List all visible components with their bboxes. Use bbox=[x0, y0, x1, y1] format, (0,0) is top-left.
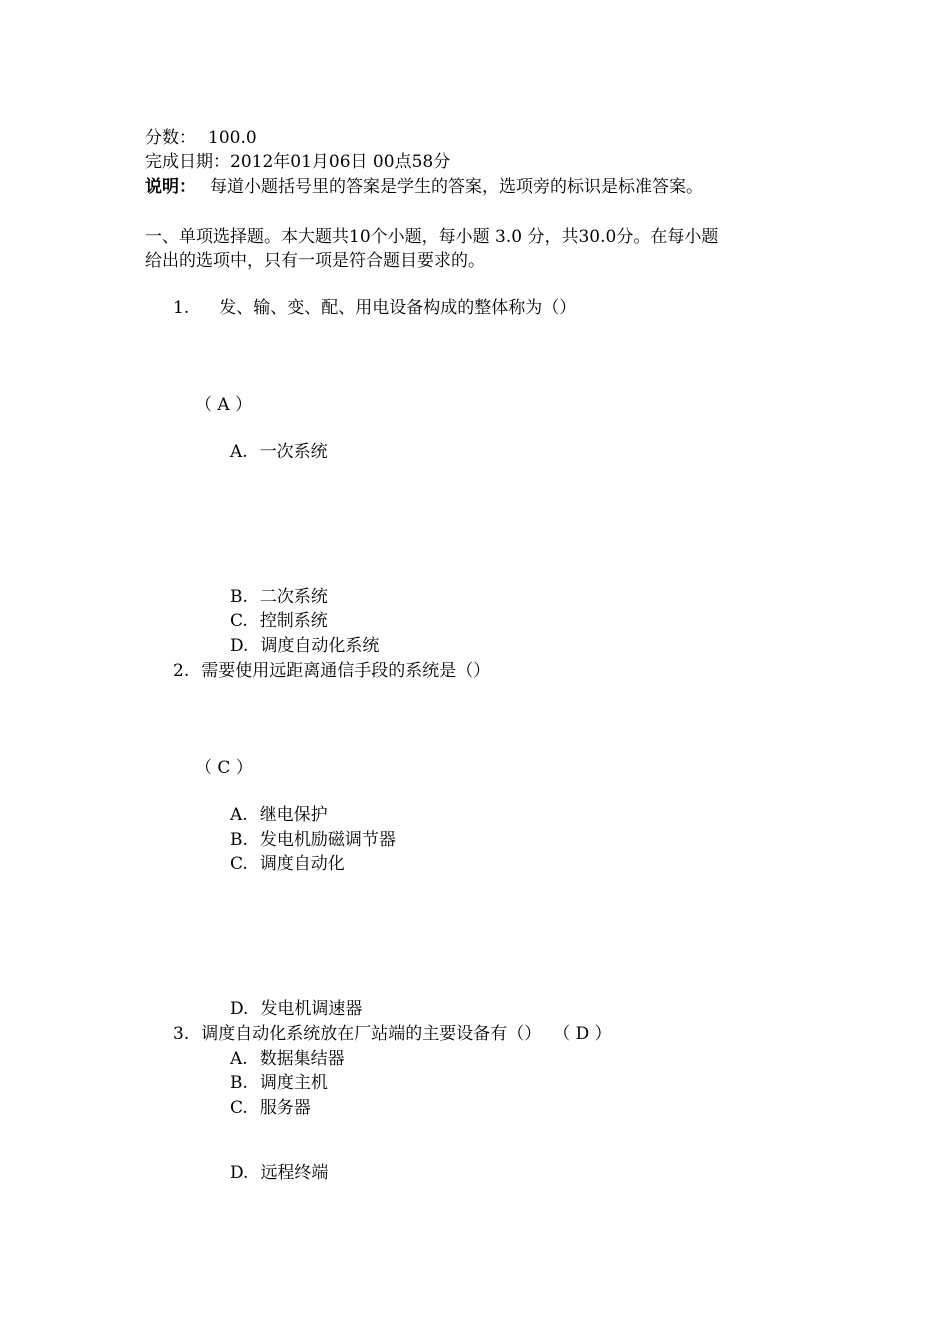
note-label: 说明： bbox=[145, 177, 196, 197]
question-number: 2. bbox=[173, 661, 190, 681]
option-text: 发电机励磁调节器 bbox=[259, 830, 396, 850]
option-text: 调度自动化 bbox=[259, 854, 345, 874]
question-3-option-c bbox=[230, 1096, 311, 1120]
question-1-option-c bbox=[230, 609, 328, 633]
option-text: 二次系统 bbox=[259, 587, 328, 607]
question-3-option-a bbox=[230, 1047, 345, 1071]
option-letter: D. bbox=[230, 999, 249, 1019]
option-text: 控制系统 bbox=[259, 611, 328, 631]
question-2-option-d bbox=[230, 997, 362, 1021]
question-text: 需要使用远距离通信手段的系统是（） bbox=[201, 661, 491, 681]
question-text: 发、输、变、配、用电设备构成的整体称为（） bbox=[219, 298, 577, 318]
question-1-option-b bbox=[230, 585, 328, 609]
option-text: 继电保护 bbox=[259, 805, 328, 825]
section-intro-line-1: 一、单项选择题。本大题共10个小题，每小题 3.0 分，共30.0分。在每小题 bbox=[145, 227, 719, 247]
date-value: 2012年01月06日 00点58分 bbox=[230, 152, 451, 172]
option-letter: B. bbox=[230, 587, 248, 607]
option-letter: B. bbox=[230, 830, 248, 850]
score-label: 分数： bbox=[145, 128, 196, 148]
question-1-option-a bbox=[230, 440, 328, 464]
option-letter: A. bbox=[230, 442, 248, 462]
question-3-option-b bbox=[230, 1071, 328, 1095]
question-1-option-d bbox=[230, 634, 379, 658]
option-text: 服务器 bbox=[259, 1098, 311, 1118]
question-number: 1. bbox=[173, 298, 190, 318]
question-3-student-answer: （ D ） bbox=[553, 1024, 612, 1044]
option-text: 调度主机 bbox=[259, 1073, 328, 1093]
note-text: 每道小题括号里的答案是学生的答案，选项旁的标识是标准答案。 bbox=[210, 177, 703, 197]
option-text: 远程终端 bbox=[260, 1163, 329, 1183]
question-text: 调度自动化系统放在厂站端的主要设备有（） bbox=[201, 1024, 542, 1044]
note-row bbox=[145, 175, 703, 199]
question-3-option-d bbox=[230, 1161, 328, 1185]
question-2 bbox=[173, 659, 490, 683]
option-letter: A. bbox=[230, 805, 248, 825]
score-value: 100.0 bbox=[208, 128, 257, 148]
section-intro-line-2: 给出的选项中，只有一项是符合题目要求的。 bbox=[145, 251, 485, 271]
score-row bbox=[145, 126, 257, 150]
date-label: 完成日期： bbox=[145, 152, 230, 172]
option-letter: C. bbox=[230, 1098, 248, 1118]
question-3 bbox=[173, 1022, 612, 1046]
question-2-option-b bbox=[230, 828, 396, 852]
question-2-option-c bbox=[230, 852, 345, 876]
option-letter: C. bbox=[230, 854, 248, 874]
option-text: 发电机调速器 bbox=[260, 999, 363, 1019]
completion-date-row bbox=[145, 150, 450, 174]
question-2-option-a bbox=[230, 803, 328, 827]
question-1 bbox=[173, 296, 576, 320]
option-text: 一次系统 bbox=[259, 442, 328, 462]
question-2-student-answer: （ C ） bbox=[195, 758, 253, 778]
question-number: 3. bbox=[173, 1024, 190, 1044]
option-letter: D. bbox=[230, 1163, 249, 1183]
question-1-student-answer: （ A ） bbox=[195, 395, 253, 415]
option-letter: D. bbox=[230, 636, 249, 656]
option-text: 数据集结器 bbox=[259, 1049, 345, 1069]
option-letter: C. bbox=[230, 611, 248, 631]
option-text: 调度自动化系统 bbox=[260, 636, 380, 656]
option-letter: B. bbox=[230, 1073, 248, 1093]
option-letter: A. bbox=[230, 1049, 248, 1069]
